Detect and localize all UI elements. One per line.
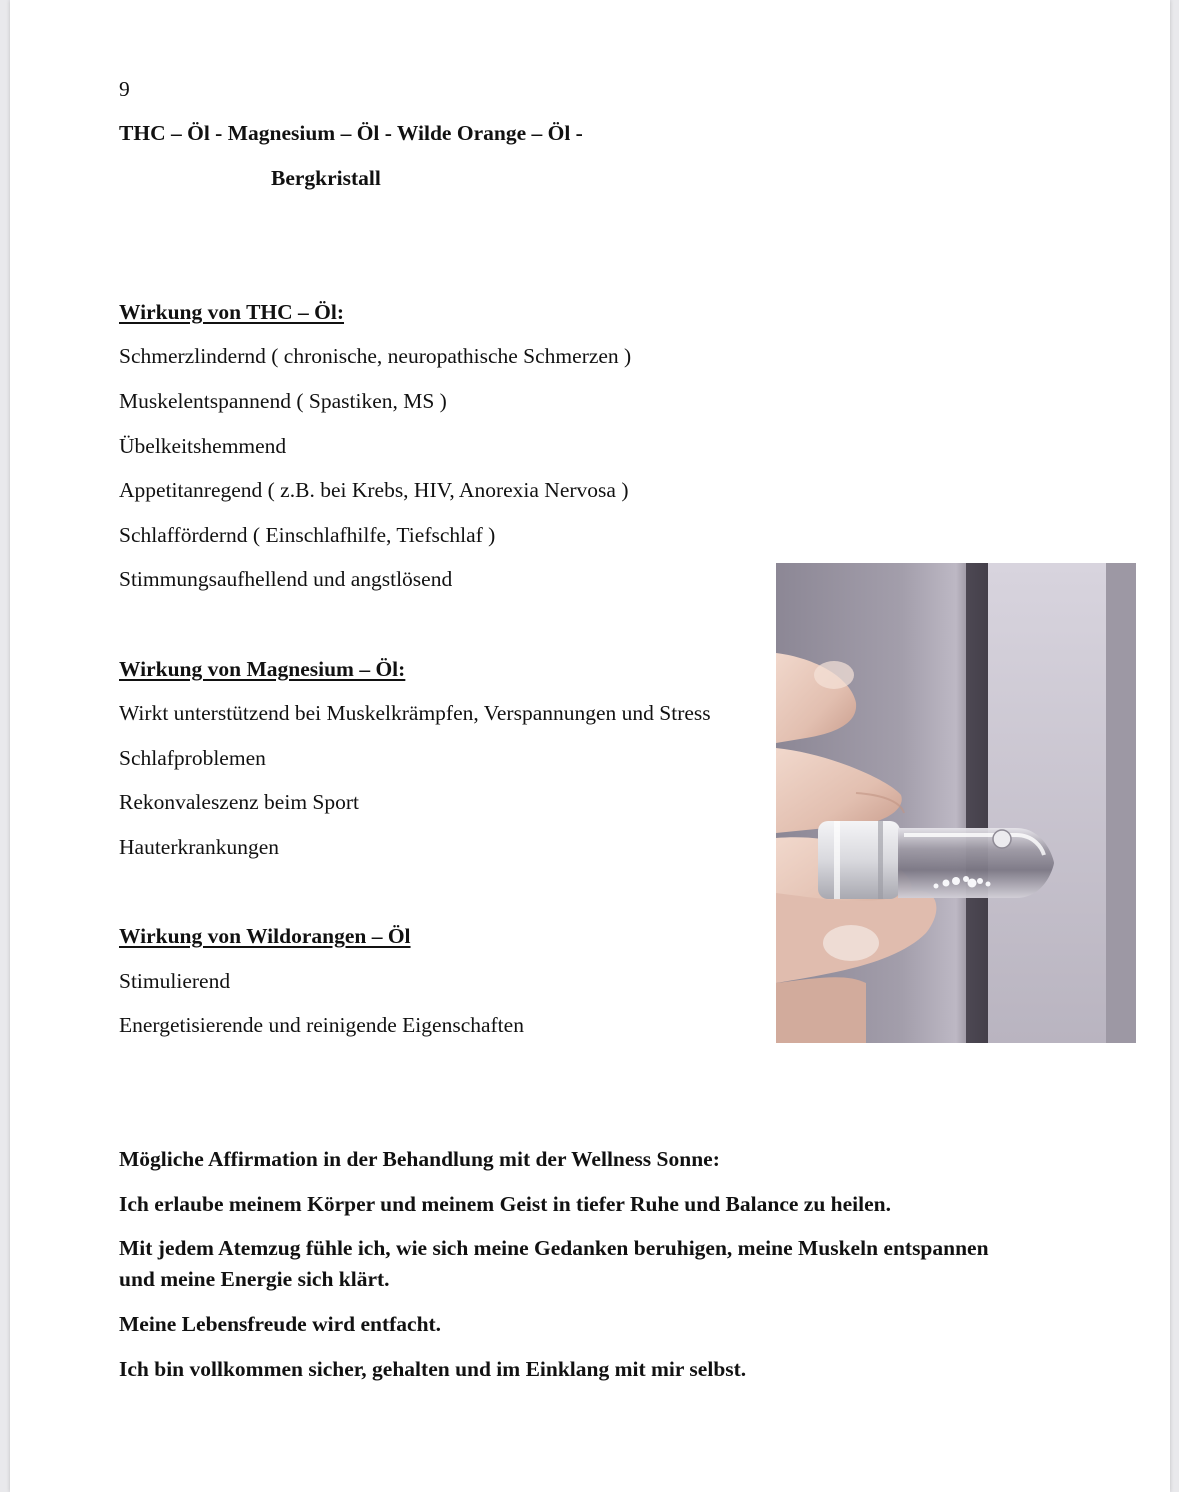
- list-item: Muskelentspannend ( Spastiken, MS ): [119, 389, 447, 413]
- section-heading-wildorange: Wirkung von Wildorangen – Öl: [119, 924, 411, 948]
- list-item: Stimmungsaufhellend und angstlösend: [119, 567, 453, 591]
- list-item: Energetisierende und reinigende Eigenschaften: [119, 1013, 524, 1037]
- page-title-line-1: THC – Öl - Magnesium – Öl - Wilde Orange – Öl -: [119, 121, 583, 145]
- list-item: Schlaffördernd ( Einschlafhilfe, Tiefschlaf ): [119, 523, 496, 547]
- section-heading-magnesium: Wirkung von Magnesium – Öl:: [119, 657, 406, 681]
- list-item: Rekonvaleszenz beim Sport: [119, 790, 360, 814]
- affirmation-heading: Mögliche Affirmation in der Behandlung mit der Wellness Sonne:: [119, 1147, 720, 1171]
- page-number: 9: [119, 77, 130, 101]
- affirmation-line: Mit jedem Atemzug fühle ich, wie sich meine Gedanken beruhigen, meine Muskeln entspannen und meine Energie sich klärt.: [119, 1236, 989, 1291]
- page-title-line-2: Bergkristall: [271, 166, 381, 190]
- list-item: Übelkeitshemmend: [119, 434, 287, 458]
- list-item: Schlafproblemen: [119, 746, 266, 770]
- document-page: [10, 0, 1170, 1492]
- list-item: Wirkt unterstützend bei Muskelkrämpfen, Verspannungen und Stress: [119, 701, 711, 725]
- affirmation-line: Ich erlaube meinem Körper und meinem Geist in tiefer Ruhe und Balance zu heilen.: [119, 1192, 891, 1216]
- affirmation-line: Ich bin vollkommen sicher, gehalten und im Einklang mit mir selbst.: [119, 1357, 747, 1381]
- affirmation-line: Meine Lebensfreude wird entfacht.: [119, 1312, 442, 1336]
- crystal-vial-photo: [776, 563, 1136, 1043]
- section-heading-thc: Wirkung von THC – Öl:: [119, 300, 345, 324]
- list-item: Appetitanregend ( z.B. bei Krebs, HIV, Anorexia Nervosa ): [119, 478, 629, 502]
- list-item: Hauterkrankungen: [119, 835, 279, 859]
- list-item: Stimulierend: [119, 969, 231, 993]
- list-item: Schmerzlindernd ( chronische, neuropathische Schmerzen ): [119, 344, 632, 368]
